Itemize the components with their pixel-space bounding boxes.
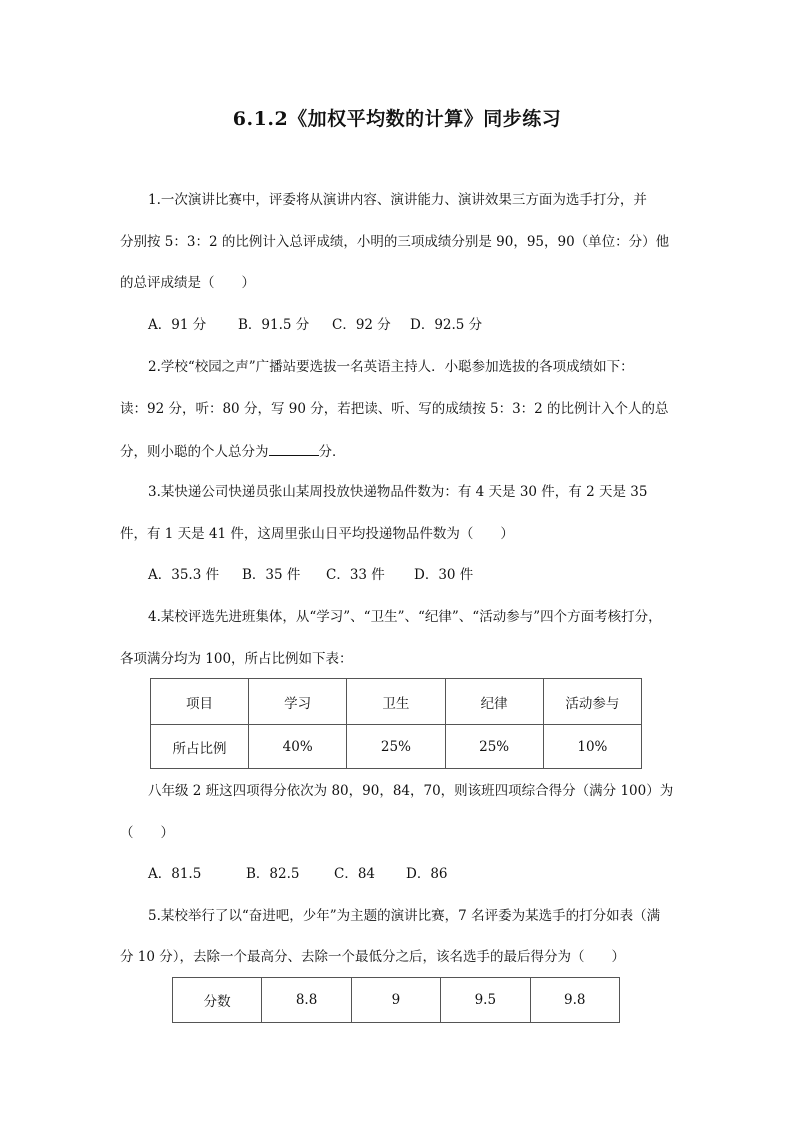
- table-cell: 9.5: [441, 978, 530, 1023]
- table-cell: 分数: [173, 978, 262, 1023]
- q3-option-d: D．30 件: [414, 567, 474, 583]
- q2-line-1: 2.学校“校园之声”广播站要选拔一名英语主持人．小聪参加选拔的各项成绩如下：: [148, 359, 634, 375]
- q4-line-4: （ ）: [120, 825, 174, 841]
- table-row: [173, 978, 620, 1023]
- q3-option-b: B．35 件: [242, 567, 301, 583]
- table-cell: 25%: [445, 725, 543, 769]
- q5-score-table: [172, 977, 620, 1023]
- q5-line-1: 5.某校举行了以“奋进吧，少年”为主题的演讲比赛，7 名评委为某选手的打分如表（满: [148, 908, 661, 924]
- q1-line-1: 1.一次演讲比赛中，评委将从演讲内容、演讲能力、演讲效果三方面为选手打分，并: [148, 192, 647, 208]
- q3-option-c: C．33 件: [326, 567, 385, 583]
- table-header-cell: 活动参与: [543, 679, 641, 725]
- q1-line-3: 的总评成绩是（ ）: [120, 275, 255, 291]
- table-row: [151, 725, 642, 769]
- q4-option-a: A．81.5: [148, 866, 202, 882]
- q4-line-3: 八年级 2 班这四项得分依次为 80，90，84，70，则该班四项综合得分（满分 100）为: [148, 783, 674, 799]
- q4-options: [148, 864, 448, 884]
- q1-option-d: D．92.5 分: [410, 317, 483, 333]
- q1-line-2: 分别按 5：3：2 的比例计入总评成绩，小明的三项成绩分别是 90，95，90（单位：分）他: [120, 234, 670, 250]
- q1-option-a: A．91 分: [148, 317, 207, 333]
- table-cell: 25%: [347, 725, 445, 769]
- q2-line-3: [120, 441, 346, 462]
- q3-options: [148, 565, 473, 585]
- q2-line-3-before: 分，则小聪的个人总分为: [120, 444, 269, 460]
- q4-option-d: D．86: [406, 866, 448, 882]
- table-header-cell: 卫生: [347, 679, 445, 725]
- table-cell: 9: [351, 978, 440, 1023]
- answer-blank[interactable]: [269, 441, 319, 456]
- q4-option-c: C．84: [334, 866, 376, 882]
- q2-line-3-after: 分．: [318, 444, 346, 460]
- q5-line-2: 分 10 分），去除一个最高分、去除一个最低分之后，该名选手的最后得分为（ ）: [120, 949, 626, 965]
- table-cell: 10%: [543, 725, 641, 769]
- q1-options: [148, 315, 482, 335]
- table-header-cell: 学习: [249, 679, 347, 725]
- q2-line-2: 读：92 分，听：80 分，写 90 分，若把读、听、写的成绩按 5：3：2 的比例计入个人的总: [120, 401, 669, 417]
- table-header-cell: 项目: [151, 679, 249, 725]
- q3-option-a: A．35.3 件: [148, 567, 220, 583]
- q3-line-2: 件，有 1 天是 41 件，这周里张山日平均投递物品件数为（ ）: [120, 526, 514, 542]
- q4-line-2: 各项满分均为 100，所占比例如下表：: [120, 651, 353, 667]
- table-cell: 所占比例: [151, 725, 249, 769]
- table-cell: 8.8: [262, 978, 351, 1023]
- q1-option-c: C．92 分: [332, 317, 391, 333]
- q4-option-b: B．82.5: [246, 866, 300, 882]
- page-title: 6.1.2《加权平均数的计算》同步练习: [232, 108, 562, 130]
- table-header-cell: 纪律: [445, 679, 543, 725]
- table-cell: 40%: [249, 725, 347, 769]
- q1-option-b: B．91.5 分: [238, 317, 310, 333]
- q4-ratio-table: [150, 678, 642, 769]
- q4-line-1: 4.某校评选先进班集体，从“学习”、“卫生”、“纪律”、“活动参与”四个方面考核打分，: [148, 609, 662, 625]
- table-cell: 9.8: [530, 978, 619, 1023]
- table-row: [151, 679, 642, 725]
- q3-line-1: 3.某快递公司快递员张山某周投放快递物品件数为：有 4 天是 30 件，有 2 天是 35: [148, 484, 648, 500]
